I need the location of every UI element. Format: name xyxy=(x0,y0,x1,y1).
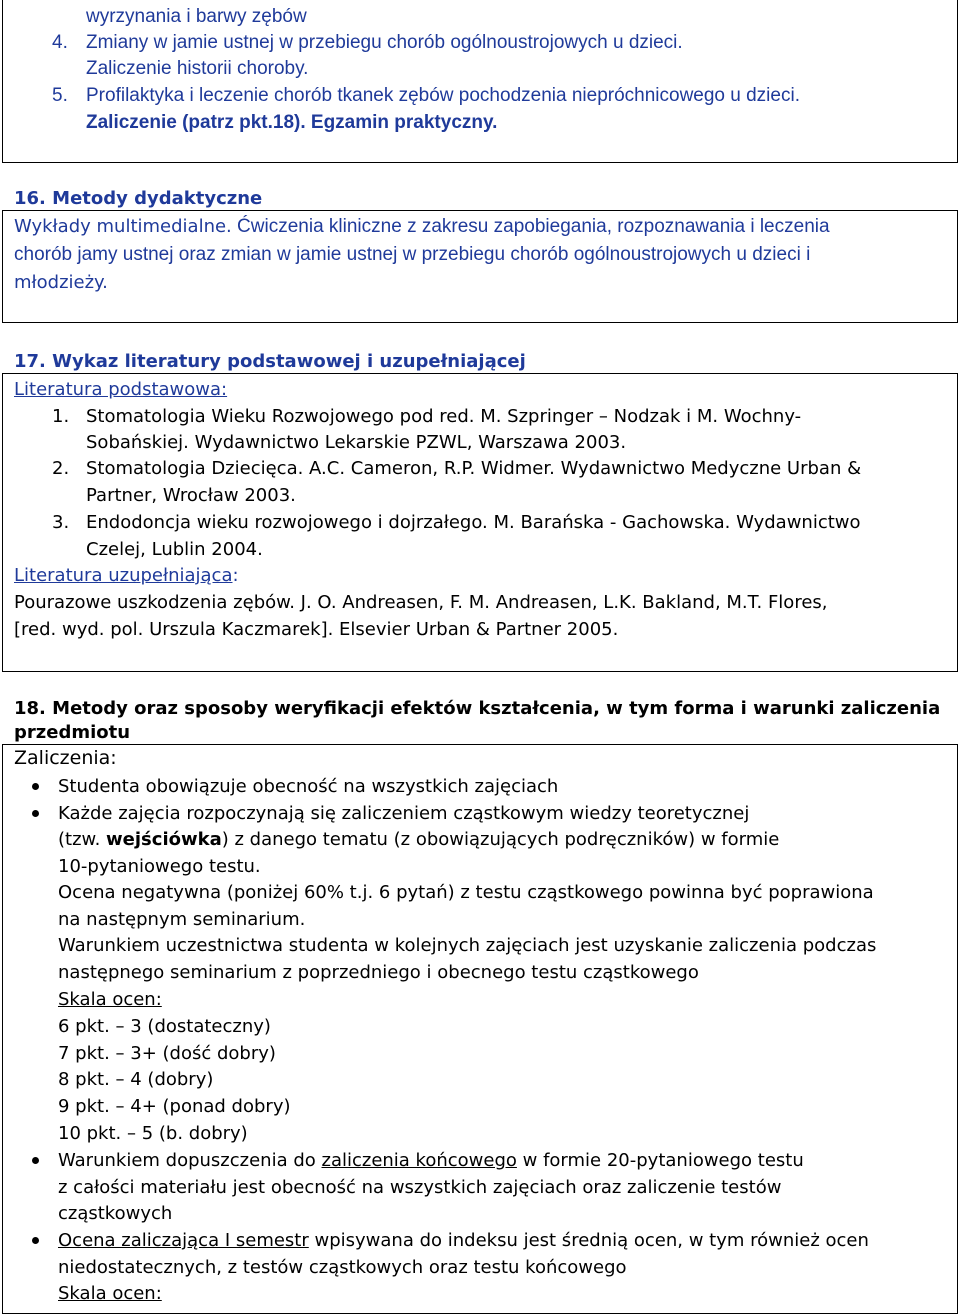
item-4-number: 4. xyxy=(52,32,68,53)
bullet-4 xyxy=(32,1237,39,1244)
bullet-4-line-2: niedostatecznych, z testów cząstkowych oraz testu końcowego xyxy=(58,1257,627,1278)
supplementary-literature-label xyxy=(14,563,239,589)
scale-item: 8 pkt. – 4 (dobry) xyxy=(58,1069,214,1090)
average-text: wpisywana do indeksu jest średnią ocen, w tym również ocen xyxy=(308,1230,869,1251)
supplementary-label-text: Literatura uzupełniająca xyxy=(14,565,233,586)
scale-item: 6 pkt. – 3 (dostateczny) xyxy=(58,1016,271,1037)
bullet-2-line-5: na następnym seminarium. xyxy=(58,909,306,930)
section-18-heading-line-1 xyxy=(14,696,940,722)
bullet-3-line-3: cząstkowych xyxy=(58,1203,173,1224)
bullet-2-line-1: Każde zajęcia rozpoczynają się zaliczeniem cząstkowym wiedzy teoretycznej xyxy=(58,803,750,824)
scale-item: 7 pkt. – 3+ (dość dobry) xyxy=(58,1043,276,1064)
section-16-line-1 xyxy=(14,214,830,240)
basic-item-2-number: 2. xyxy=(52,458,70,479)
bullet-2 xyxy=(32,810,39,817)
bullet-2-line-6: Warunkiem uczestnictwa studenta w kolejnych zajęciach jest uzyskanie zaliczenia podczas xyxy=(58,935,877,956)
supplementary-line-1: Pourazowe uszkodzenia zębów. J. O. Andreasen, F. M. Andreasen, L.K. Bakland, M.T. Flores, xyxy=(14,592,828,613)
section-17-heading xyxy=(14,349,526,375)
item-5-text: Profilaktyka i leczenie chorób tkanek zębów pochodzenia niepróchnicowego u dzieci. xyxy=(86,85,800,106)
final-credit-text: zaliczenia końcowego xyxy=(321,1150,517,1171)
section-18-title: Metody oraz sposoby weryfikacji efektów kształcenia, w tym forma i warunki zaliczenia xyxy=(45,698,941,719)
bullet-3 xyxy=(32,1157,39,1164)
section-17-title: Wykaz literatury podstawowej i uzupełniającej xyxy=(52,351,526,372)
exercise-text: Ćwiczenia kliniczne z zakresu zapobiegania, rozpoznawania i leczenia xyxy=(231,216,830,237)
basic-item-2-line-2: Partner, Wrocław 2003. xyxy=(86,485,296,506)
wejsciowka-text: wejściówka xyxy=(106,829,222,850)
semester-grade-text: Ocena zaliczająca I semestr xyxy=(58,1230,309,1251)
basic-item-1-number: 1. xyxy=(52,406,70,427)
scale-item: 10 pkt. – 5 (b. dobry) xyxy=(58,1123,248,1144)
scale-item: 9 pkt. – 4+ (ponad dobry) xyxy=(58,1096,291,1117)
basic-literature-label: Literatura podstawowa: xyxy=(14,379,228,400)
item-4-text: Zmiany w jamie ustnej w przebiegu chorób ogólnoustrojowych u dzieci. xyxy=(86,32,683,53)
supplementary-line-2: [red. wyd. pol. Urszula Kaczmarek]. Elsevier Urban & Partner 2005. xyxy=(14,619,619,640)
supplementary-label-colon: : xyxy=(232,565,239,586)
basic-item-1-line-2: Sobańskiej. Wydawnictwo Lekarskie PZWL, Warszawa 2003. xyxy=(86,432,627,453)
basic-item-3-line-2: Czelej, Lublin 2004. xyxy=(86,539,263,560)
section-18-heading-line-2: przedmiotu xyxy=(14,722,131,743)
test-form-text: w formie 20-pytaniowego testu xyxy=(516,1150,804,1171)
grading-scale-label: Skala ocen: xyxy=(58,989,162,1010)
basic-item-3-number: 3. xyxy=(52,512,70,533)
item-5-text-2: Zaliczenie (patrz pkt.18). Egzamin praktyczny. xyxy=(86,112,498,133)
section-18-number: 18. xyxy=(14,698,46,719)
section-16-heading: 16. Metody dydaktyczne xyxy=(14,188,263,209)
bullet-4-line-1 xyxy=(58,1228,869,1254)
lecture-text: Wykłady multimedialne. xyxy=(14,216,232,237)
basic-item-2-line-1: Stomatologia Dziecięca. A.C. Cameron, R.P. Widmer. Wydawnictwo Medyczne Urban & xyxy=(86,458,862,479)
section-16-line-3: młodzieży. xyxy=(14,272,108,293)
bullet-1-text: Studenta obowiązuje obecność na wszystkich zajęciach xyxy=(58,776,559,797)
section-17-number: 17. xyxy=(14,351,46,372)
bullet-1 xyxy=(32,783,39,790)
item-4-text-2: Zaliczenie historii choroby. xyxy=(86,58,309,79)
basic-item-1-line-1: Stomatologia Wieku Rozwojowego pod red. M. Szpringer – Nodzak i M. Wochny- xyxy=(86,406,802,427)
bullet-3-line-1 xyxy=(58,1148,804,1174)
bullet-3-line-2: z całości materiału jest obecność na wszystkich zajęciach oraz zaliczenie testów xyxy=(58,1177,782,1198)
top-line-1: wyrzynania i barwy zębów xyxy=(86,6,307,27)
bullet-2-line-7: następnego seminarium z poprzedniego i obecnego testu cząstkowego xyxy=(58,962,699,983)
bullet-2-line-2 xyxy=(58,827,779,853)
item-5-number: 5. xyxy=(52,85,68,106)
basic-item-3-line-1: Endodoncja wieku rozwojowego i dojrzałego. M. Barańska - Gachowska. Wydawnictwo xyxy=(86,512,861,533)
bullet-2-line-3: 10-pytaniowego testu. xyxy=(58,856,261,877)
topic-text: ) z danego tematu (z obowiązujących podręczników) w formie xyxy=(221,829,780,850)
tzw-text: (tzw. xyxy=(58,829,107,850)
section-16-line-2: chorób jamy ustnej oraz zmian w jamie ustnej w przebiegu chorób ogólnoustrojowych u dzieci i xyxy=(14,244,811,265)
credits-label: Zaliczenia: xyxy=(14,747,117,769)
admission-text: Warunkiem dopuszczenia do xyxy=(58,1150,322,1171)
bullet-2-line-4: Ocena negatywna (poniżej 60% t.j. 6 pytań) z testu cząstkowego powinna być poprawiona xyxy=(58,882,874,903)
grading-scale-label-2: Skala ocen: xyxy=(58,1283,162,1304)
